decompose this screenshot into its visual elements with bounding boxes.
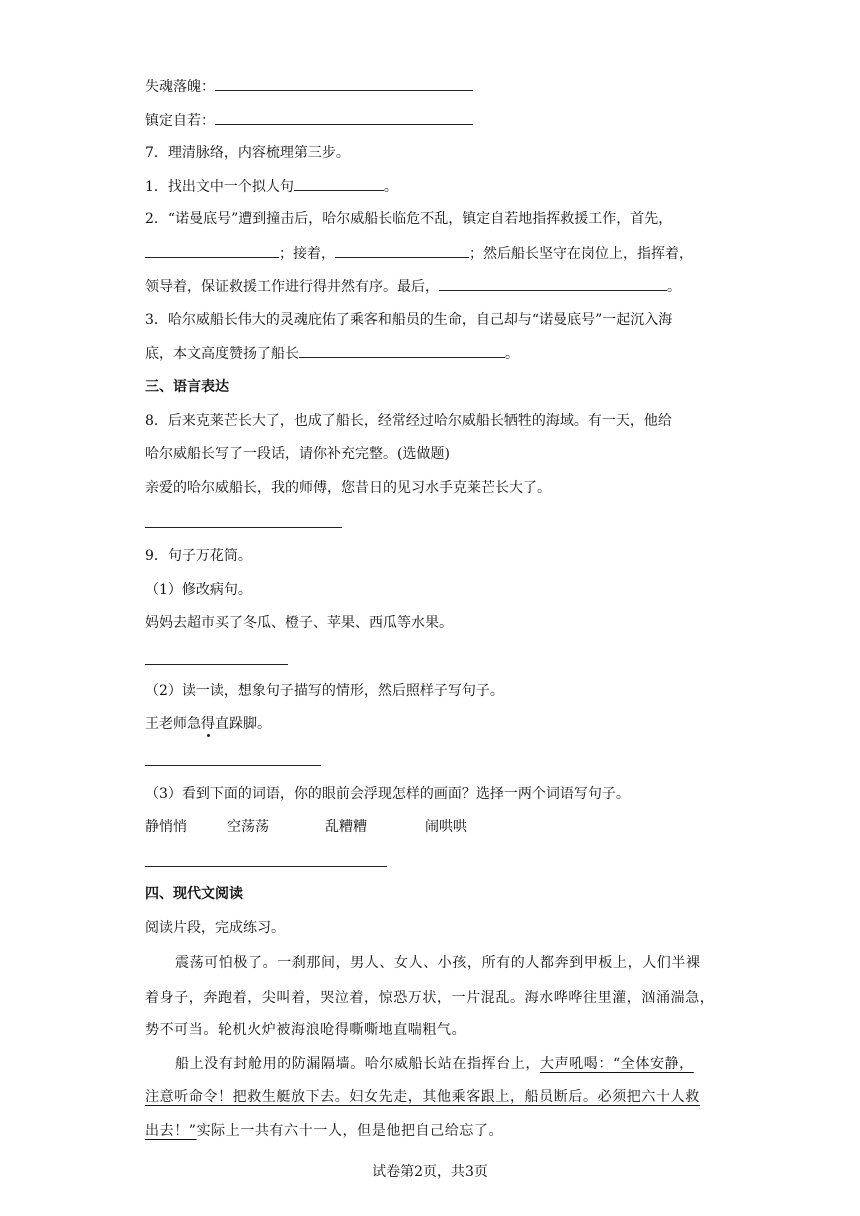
emphasis-dot-char: 得 bbox=[201, 716, 215, 732]
reading-intro: 阅读片段，完成练习。 bbox=[145, 920, 285, 936]
q9-part1-sentence: 妈妈去超市买了冬瓜、橙子、苹果、西瓜等水果。 bbox=[145, 615, 453, 631]
q7-sub3-text-b: 底，本文高度赞扬了船长 bbox=[145, 346, 299, 362]
q7-sub1-blank[interactable] bbox=[294, 176, 384, 191]
q7-sub1-text: 1．找出文中一个拟人句 bbox=[145, 179, 294, 195]
q7-sub2-line2 bbox=[145, 243, 693, 264]
q8-line1: 8．后来克莱芒长大了，也成了船长，经常经过哈尔威船长牺牲的海域。有一天，他给 bbox=[145, 413, 672, 429]
q7-title: 7．理清脉络，内容梳理第三步。 bbox=[145, 145, 350, 161]
q7-sub2-line1: 2．“诺曼底号”遭到撞击后，哈尔威船长临危不乱，镇定自若地指挥救援工作，首先， bbox=[145, 211, 673, 227]
q7-sub2-text-d: 领导着，保证救援工作进行得井然有序。最后， bbox=[145, 279, 439, 295]
q8-line2: 哈尔威船长写了一段话，请你补充完整。(选做题) bbox=[145, 446, 450, 462]
answer-blank-shihun[interactable] bbox=[215, 76, 473, 91]
label-zhending: 镇定自若： bbox=[145, 113, 215, 129]
q9-word-list bbox=[145, 817, 467, 837]
q7-sub1 bbox=[145, 176, 398, 197]
answer-blank-zhending[interactable] bbox=[215, 110, 473, 125]
section-3-heading: 三、语言表达 bbox=[145, 379, 229, 395]
q9-part2-text-a: 王老师急 bbox=[145, 716, 201, 732]
q7-sub2-text-c: ；然后船长坚守在岗位上，指挥着， bbox=[469, 246, 693, 262]
page-footer: 试卷第2页，共3页 bbox=[372, 1164, 488, 1180]
q9-part3-title: （3）看到下面的词语，你的眼前会浮现怎样的画面？选择一两个词语写句子。 bbox=[145, 786, 630, 802]
word-item: 空荡荡 bbox=[227, 819, 269, 835]
q7-sub2-text-b: ；接着， bbox=[279, 246, 335, 262]
passage-p2-text-b: 实际上一共有六十一人，但是他把自己给忘了。 bbox=[196, 1123, 504, 1139]
q9-title: 9．句子万花筒。 bbox=[145, 548, 252, 564]
q8-answer-line[interactable] bbox=[145, 527, 342, 528]
q9-part1-title: （1）修改病句。 bbox=[145, 582, 252, 598]
word-item: 静悄悄 bbox=[145, 819, 187, 835]
label-shihun: 失魂落魄： bbox=[145, 79, 215, 95]
section-4-heading: 四、现代文阅读 bbox=[145, 886, 243, 902]
word-item: 闹哄哄 bbox=[425, 819, 467, 835]
underlined-quote-start: 大声吼喝：“全体安静， bbox=[540, 1056, 694, 1072]
passage-p1-line2: 着身子，奔跑着，尖叫着，哭泣着，惊恐万状，一片混乱。海水哗哗往里灌，汹涌湍急， bbox=[145, 990, 715, 1006]
q7-sub2-line3 bbox=[145, 276, 681, 297]
underlined-quote-end: 出去！” bbox=[145, 1123, 197, 1139]
q7-sub2-blank3[interactable] bbox=[439, 276, 667, 291]
q7-sub2-blank1[interactable] bbox=[145, 243, 279, 258]
q7-sub2-text-e: 。 bbox=[667, 279, 681, 295]
q7-sub3-line1: 3．哈尔威船长伟大的灵魂庇佑了乘客和船员的生命，自己却与“诺曼底号”一起沉入海 bbox=[145, 312, 673, 328]
q8-letter-opening: 亲爱的哈尔威船长，我的师傅，您昔日的见习水手克莱芒长大了。 bbox=[145, 480, 551, 496]
fill-line-shihun bbox=[145, 76, 473, 97]
word-item: 乱糟糟 bbox=[325, 819, 367, 835]
q7-sub3-text-c: 。 bbox=[505, 346, 519, 362]
q9-part2-text-b: 直跺脚。 bbox=[215, 716, 271, 732]
q7-sub3-line2 bbox=[145, 343, 519, 364]
passage-p2-text-a: 船上没有封舱用的防漏隔墙。哈尔威船长站在指挥台上， bbox=[175, 1056, 540, 1072]
q9-part3-answer-line[interactable] bbox=[145, 866, 387, 867]
passage-p1-line3: 势不可当。轮机火炉被海浪呛得嘶嘶地直喘粗气。 bbox=[145, 1022, 467, 1038]
q7-sub1-end: 。 bbox=[383, 179, 398, 195]
q7-sub3-blank[interactable] bbox=[299, 343, 505, 358]
q9-part2-title: （2）读一读，想象句子描写的情形，然后照样子写句子。 bbox=[145, 683, 504, 699]
underlined-quote-middle: 注意听命令！把救生艇放下去。妇女先走，其他乘客跟上，船员断后。必须把六十人救 bbox=[145, 1089, 700, 1105]
passage-p1-line1: 震荡可怕极了。一刹那间，男人、女人、小孩，所有的人都奔到甲板上，人们半裸 bbox=[175, 955, 701, 971]
passage-p2-line1 bbox=[175, 1054, 694, 1074]
passage-p2-line2 bbox=[145, 1087, 700, 1107]
q7-sub2-blank2[interactable] bbox=[335, 243, 469, 258]
q9-part2-answer-line[interactable] bbox=[145, 765, 321, 766]
q9-part2-sentence bbox=[145, 714, 271, 734]
q9-part1-answer-line[interactable] bbox=[145, 664, 288, 665]
fill-line-zhending bbox=[145, 110, 473, 131]
passage-p2-line3 bbox=[145, 1121, 503, 1141]
